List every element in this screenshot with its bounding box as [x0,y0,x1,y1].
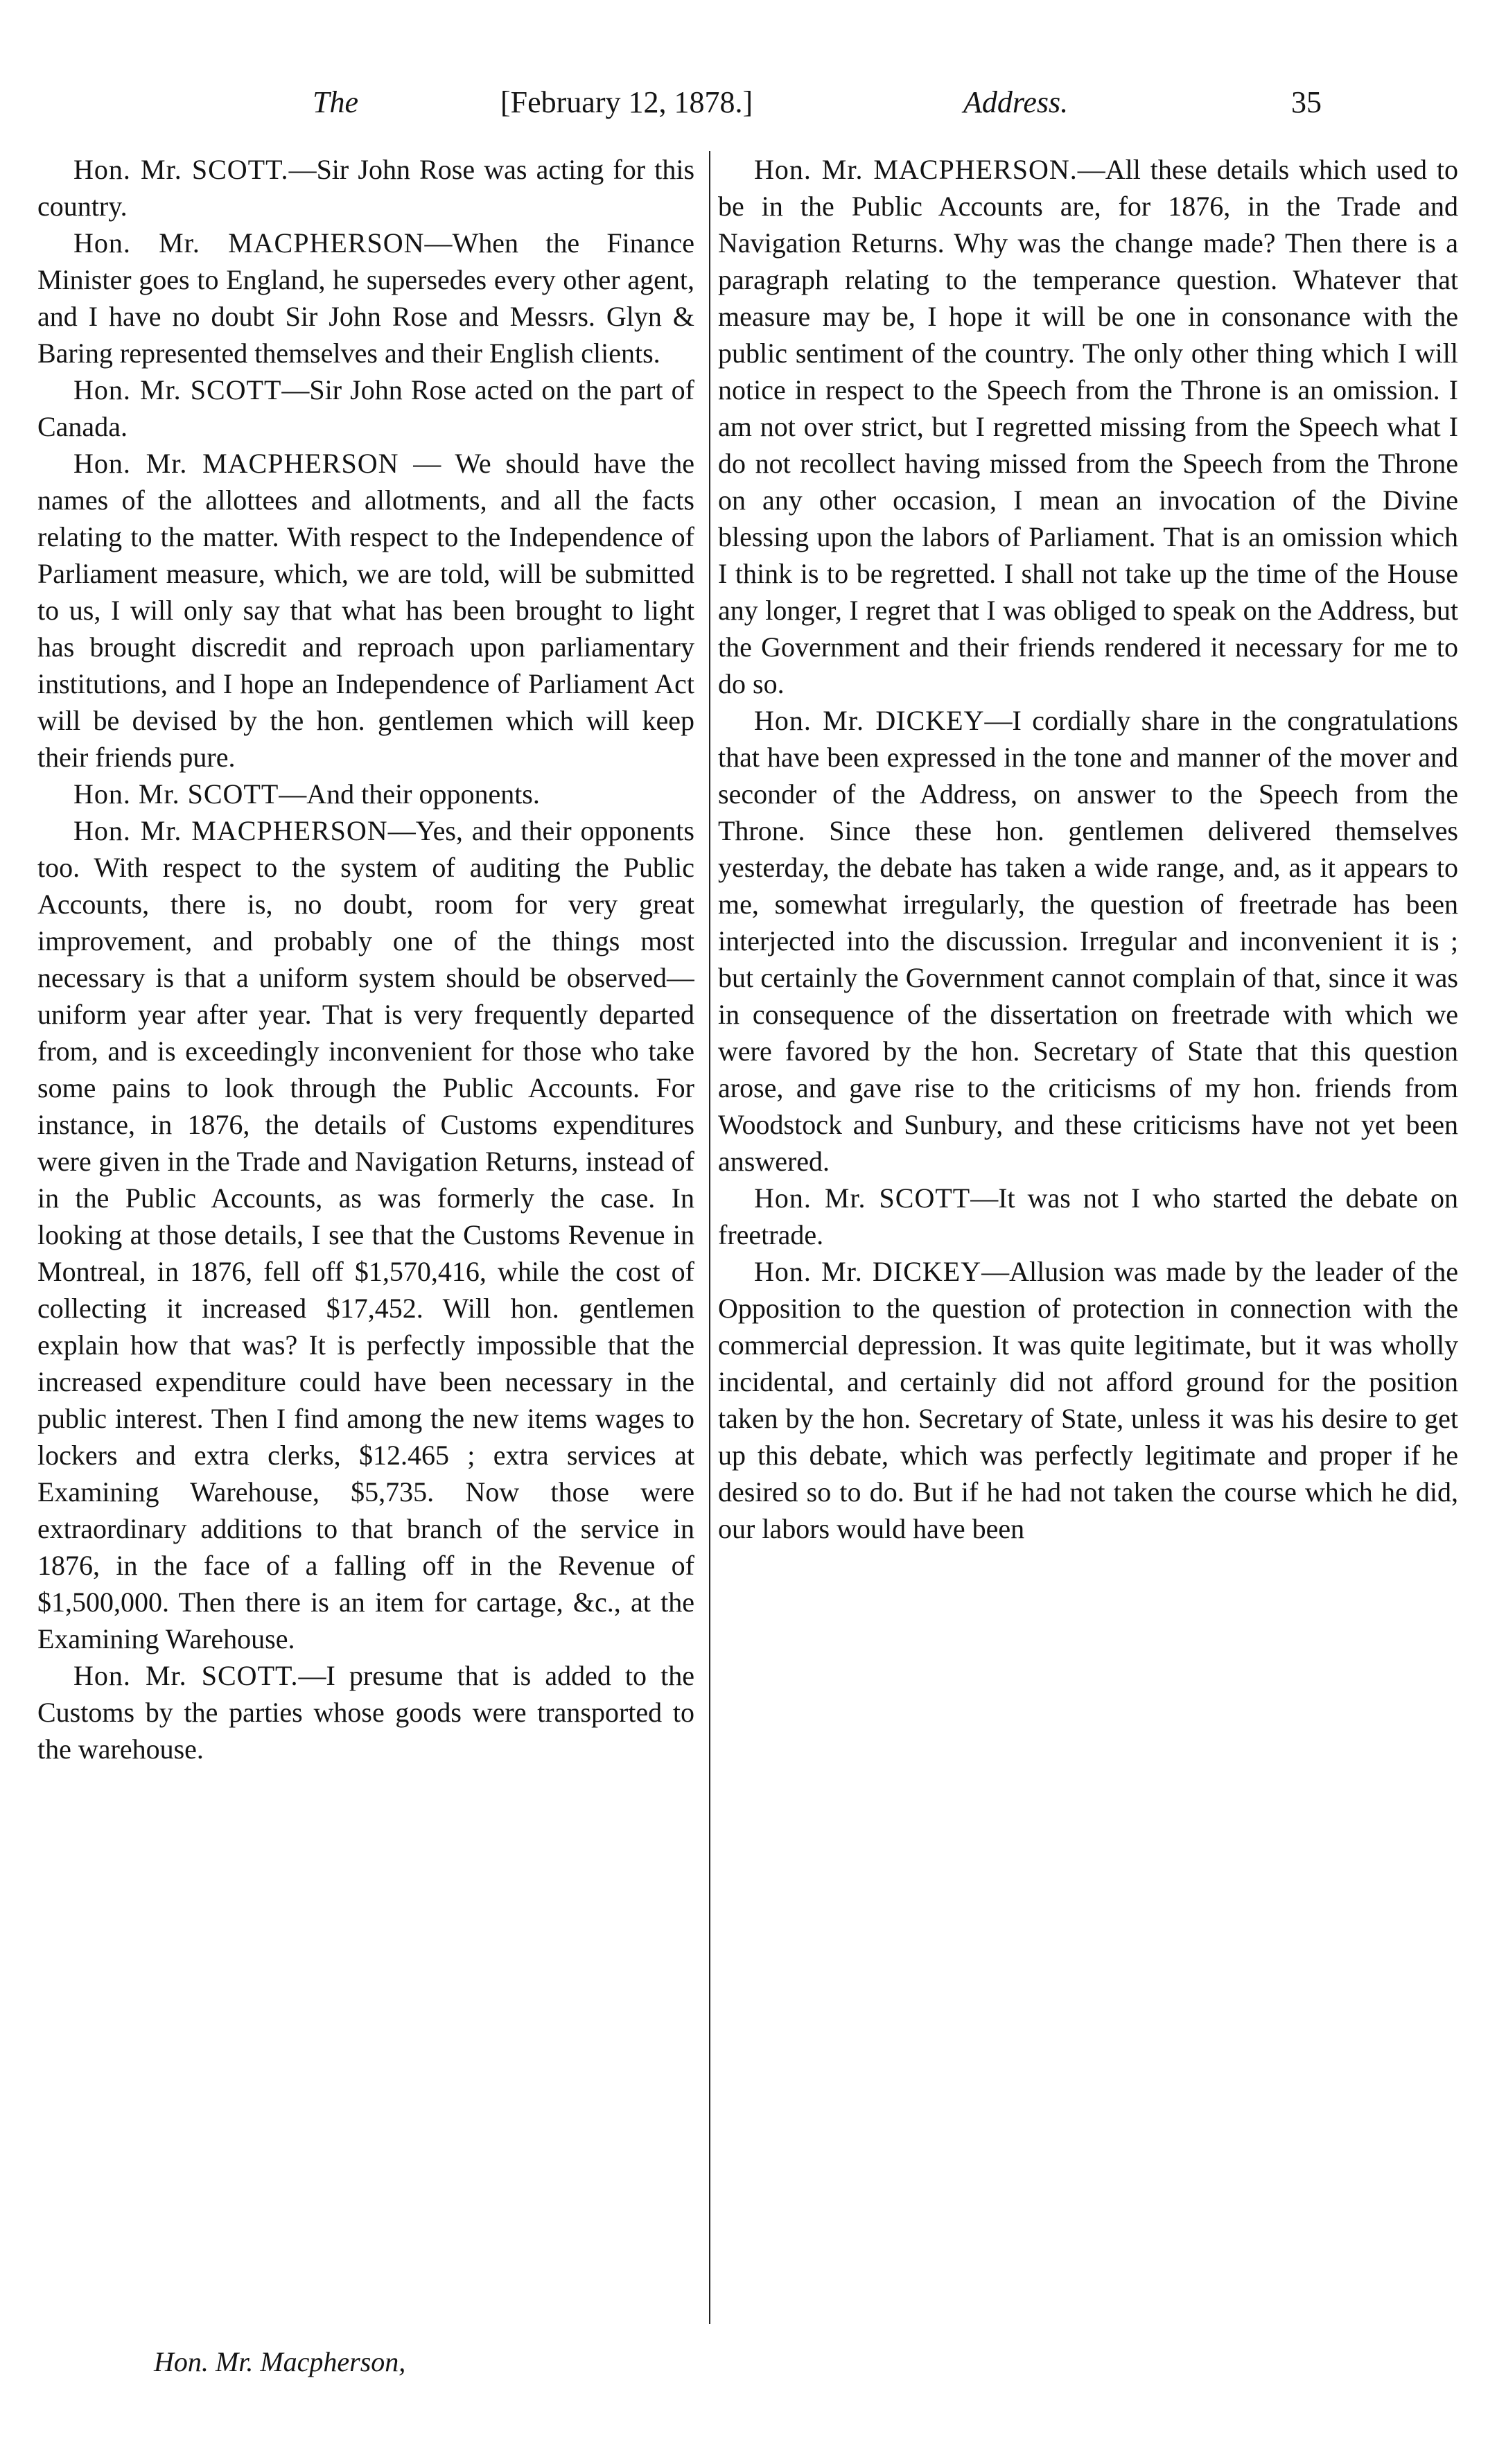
speaker-name: Hon. Mr. SCOTT. [73,1660,299,1691]
speech-paragraph [37,151,694,225]
footer-catchword: Hon. Mr. Macpherson, [154,2346,406,2377]
speech-paragraph [718,1253,1458,1547]
speech-paragraph [37,225,694,372]
speech-text: — We should have the names of the allottees and allotments, and all the facts relating to the matter. With respect to the Independence of Parliament measure, which, we are told, will be submitted to us, I will only say that what has been brought to light has brought discredit and reproach upon parliamentary institutions, and I hope an Independence of Parliament Act will be devised by the hon. gentlemen which will keep their friends pure. [37,448,694,773]
speech-text: —Allusion was made by the leader of the Opposition to the question of protection in connection with the commercial depression. It was quite legitimate, but it was wholly incidental, and certainly did not afford ground for the position taken by the hon. Secretary of State, unless it was his desire to get up this debate, which was perfectly legitimate and proper if he desired so to do. But if he had not taken the course which he did, our labors would have been [718,1256,1458,1544]
speech-paragraph [37,372,694,445]
speech-paragraph [718,1180,1458,1253]
speech-text: —All these details which used to be in the Public Accounts are, for 1876, in the Trade and Navigation Returns. Why was the change made? Then there is a paragraph relating to the temperance question. Whatever that measure may be, I hope it will be one in consonance with the public sentiment of the country. The only other thing which I will notice in respect to the Speech from the Throne is an omission. I am not over strict, but I regretted missing from the Speech what I do not recollect having missed from the Speech from the Throne on any other occasion, I mean an invocation of the Divine blessing upon the labors of Parliament. That is an omission which I think is to be regretted. I shall not take up the time of the House any longer, I regret that I was obliged to speak on the Address, but the Government and their friends rendered it necessary for me to do so. [718,154,1458,699]
speaker-name: Hon. Mr. SCOTT [73,374,282,405]
speaker-name: Hon. Mr. SCOTT. [73,154,289,185]
speech-paragraph [718,151,1458,702]
speech-text: —It was not I who started the debate on freetrade. [718,1182,1458,1250]
header-left-title: The [313,85,358,119]
speaker-name: Hon. Mr. DICKEY [754,705,985,736]
speech-text: —I cordially share in the congratulations that have been expressed in the tone and manner of the mover and seconder of the Address, on answer to the Speech from the Throne. Since these hon. gentlemen delivered themselves yesterday, the debate has taken a wide range, and, as it appears to me, somewhat irregularly, the question of freetrade has been interjected into the discussion. Irregular and inconvenient it is ; but certainly the Government cannot complain of that, since it was in consequence of the dissertation on freetrade with which we were favored by the hon. Secretary of State that this question arose, and gave rise to the criticisms of my hon. friends from Woodstock and Sunbury, and these criticisms have not yet been answered. [718,705,1458,1177]
right-column [708,151,1458,2300]
speech-paragraph [37,445,694,776]
header-date: [February 12, 1878.] [500,85,753,119]
speech-paragraph [718,702,1458,1180]
speech-paragraph [37,1657,694,1767]
speaker-name: Hon. Mr. SCOTT [73,778,279,810]
speaker-name: Hon. Mr. DICKEY [754,1256,982,1287]
speech-text: —Sir John Rose was acting for this country. [37,154,694,222]
speech-text: —Yes, and their opponents too. With respect to the system of auditing the Public Accounts, there is, no doubt, room for very great improvement, and probably one of the things most necessary is that a uniform system should be observed—uniform year after year. That is very frequently departed from, and is exceedingly inconvenient for those who take some pains to look through the Public Accounts. For instance, in 1876, the details of Customs expenditures were given in the Trade and Navigation Returns, instead of in the Public Accounts, as was formerly the case. In looking at those details, I see that the Customs Revenue in Montreal, in 1876, fell off $1,570,416, while the cost of collecting it increased $17,452. Will hon. gentlemen explain how that was? It is perfectly impossible that the increased expenditure could have been necessary in the public interest. Then I find among the new items wages to lockers and extra clerks, $12.465 ; extra services at Examining Warehouse, $5,735. Now those were extraordinary additions to that branch of the service in 1876, in the face of a falling off in the Revenue of $1,500,000. Then there is an item for cartage, &c., at the Examining Warehouse. [37,815,694,1654]
page-number: 35 [1291,85,1322,119]
page-header [0,85,1497,133]
speech-text: —I presume that is added to the Customs by the parties whose goods were transported to the warehouse. [37,1660,694,1765]
speaker-name: Hon. Mr. MACPHERSON. [754,154,1078,185]
left-column [37,151,694,2300]
speech-text: —And their opponents. [279,778,540,810]
speech-text: —When the Finance Minister goes to England, he supersedes every other agent, and I have no doubt Sir John Rose and Messrs. Glyn & Baring represented themselves and their English clients. [37,227,694,369]
speech-paragraph [37,812,694,1657]
speaker-name: Hon. Mr. MACPHERSON [73,448,399,479]
speaker-name: Hon. Mr. MACPHERSON [73,815,388,846]
speaker-name: Hon. Mr. MACPHERSON [73,227,425,259]
speech-paragraph [37,776,694,812]
header-right-title: Address. [963,85,1069,119]
speaker-name: Hon. Mr. SCOTT [754,1182,971,1214]
speech-text: —Sir John Rose acted on the part of Canada. [37,374,694,442]
